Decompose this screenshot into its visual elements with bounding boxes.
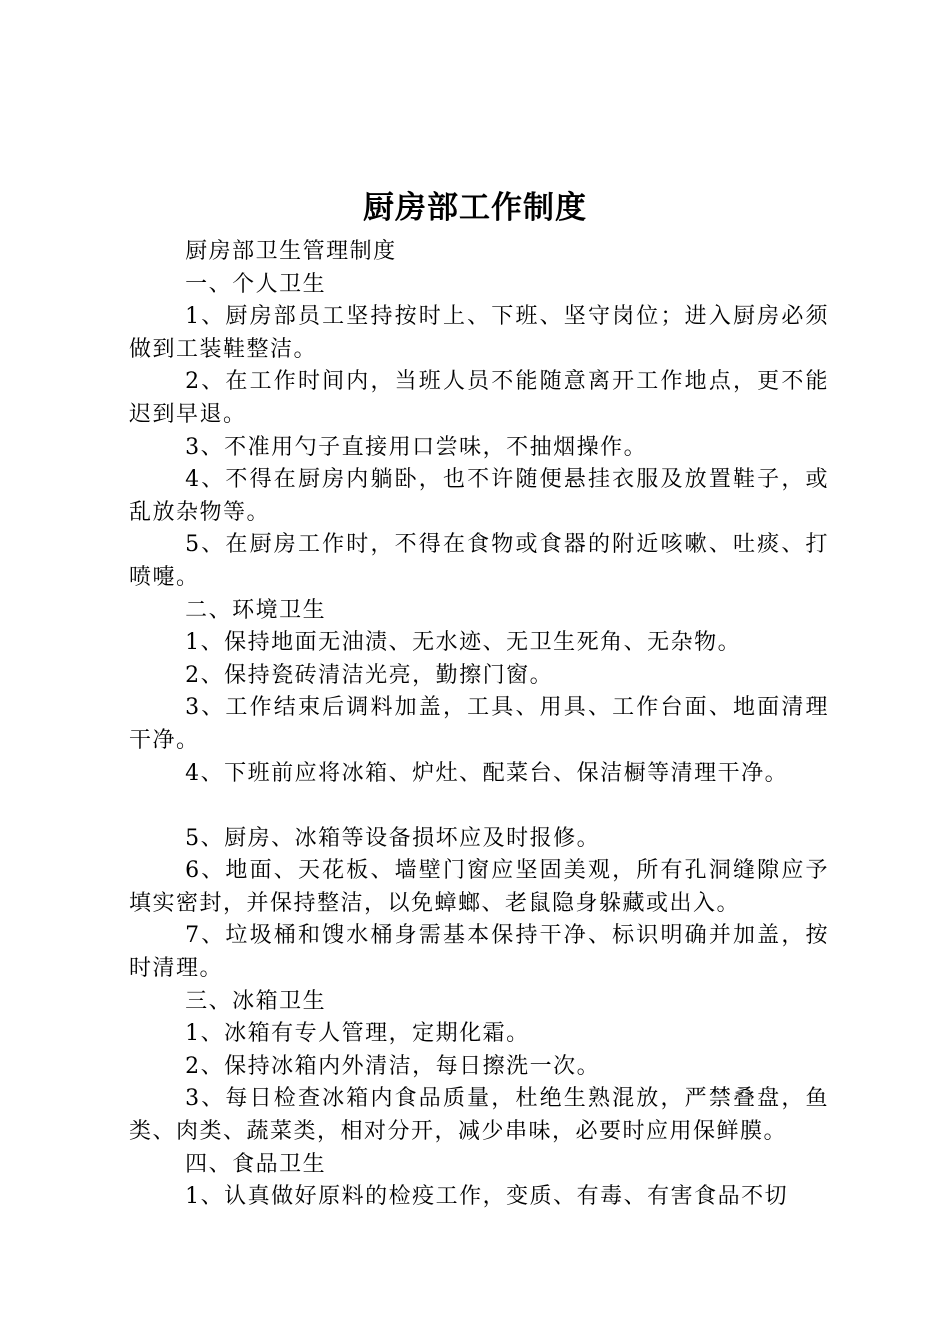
paragraph: 1、冰箱有专人管理，定期化霜。 xyxy=(185,1021,530,1047)
paragraph: 6、地面、天花板、墙壁门窗应坚固美观，所有孔洞缝隙应予填实密封，并保持整洁，以免蟑螂、老鼠隐身躲藏或出入。 xyxy=(129,858,829,916)
subsection-heading: 二、环境卫生 xyxy=(185,597,327,623)
paragraph: 4、下班前应将冰箱、炉灶、配菜台、保洁橱等清理干净。 xyxy=(185,760,789,786)
paragraph: 1、保持地面无油渍、无水迹、无卫生死角、无杂物。 xyxy=(185,630,742,656)
paragraph: 1、认真做好原料的检疫工作，变质、有毒、有害食品不切 xyxy=(185,1184,789,1210)
paragraph: 3、工作结束后调料加盖，工具、用具、工作台面、地面清理干净。 xyxy=(129,695,829,753)
paragraph: 5、在厨房工作时，不得在食物或食器的附近咳嗽、吐痰、打喷嚏。 xyxy=(129,532,829,590)
paragraph: 5、厨房、冰箱等设备损坏应及时报修。 xyxy=(185,825,601,851)
subsection-heading: 四、食品卫生 xyxy=(185,1151,327,1177)
paragraph: 2、保持瓷砖清洁光亮，勤擦门窗。 xyxy=(185,662,554,688)
subsection-heading: 一、个人卫生 xyxy=(185,271,327,297)
paragraph: 7、垃圾桶和馊水桶身需基本保持干净、标识明确并加盖，按时清理。 xyxy=(129,923,829,982)
paragraph: 4、不得在厨房内躺卧，也不许随便悬挂衣服及放置鞋子，或乱放杂物等。 xyxy=(129,467,829,525)
paragraph: 1、厨房部员工坚持按时上、下班、坚守岗位；进入厨房必须做到工装鞋整洁。 xyxy=(129,304,829,362)
subsection-heading: 三、冰箱卫生 xyxy=(185,988,327,1014)
document-title: 厨房部工作制度 xyxy=(363,190,587,226)
section-heading: 厨房部卫生管理制度 xyxy=(185,239,397,264)
paragraph: 3、每日检查冰箱内食品质量，杜绝生熟混放，严禁叠盘，鱼类、肉类、蔬菜类，相对分开，减少串味，必要时应用保鲜膜。 xyxy=(129,1086,829,1145)
document-body xyxy=(129,236,829,1214)
paragraph: 2、保持冰箱内外清洁，每日擦洗一次。 xyxy=(185,1053,601,1079)
paragraph: 3、不准用勺子直接用口尝味，不抽烟操作。 xyxy=(185,434,648,460)
paragraph: 2、在工作时间内，当班人员不能随意离开工作地点，更不能迟到早退。 xyxy=(129,369,829,427)
